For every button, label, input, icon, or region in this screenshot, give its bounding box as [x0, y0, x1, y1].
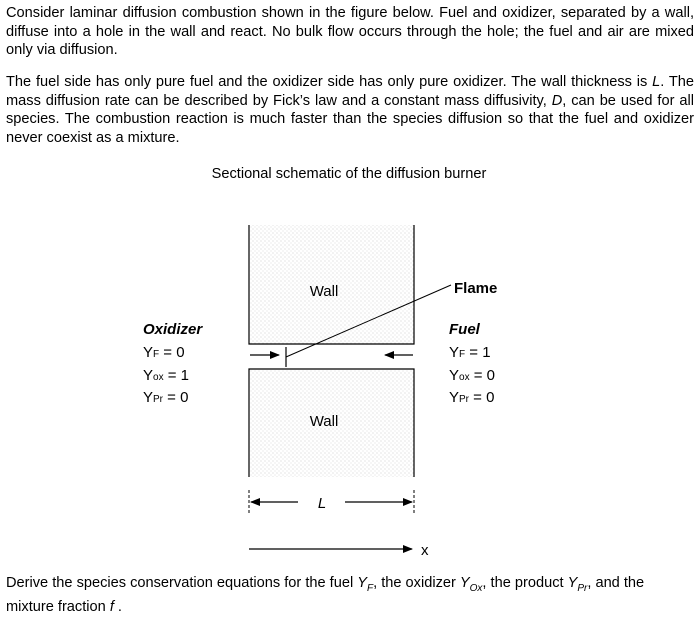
fuel-title: Fuel	[449, 321, 480, 338]
dimension-label: L	[317, 495, 327, 512]
question-paragraph	[6, 574, 694, 617]
bottom-wall-label: Wall	[309, 413, 339, 430]
top-wall-label: Wall	[309, 283, 339, 300]
oxidizer-yox: Yox = 1	[143, 367, 190, 384]
fuel-yf: YF = 1	[449, 344, 491, 361]
intro-paragraph-1: Consider laminar diffusion combustion shown in the figure below. Fuel and oxidizer, separated by a wall, diffuse into a hole in the wall and react. No bulk flow occurs through the hole; the fuel and air are mixed only via diffusion.	[6, 5, 694, 58]
fuel-yox: Yox = 0	[449, 367, 496, 384]
p2-symbol-D: D	[551, 92, 563, 109]
fuel-ypr: YPr = 0	[449, 389, 495, 406]
q-yox-sub: Ox	[469, 582, 483, 594]
q-text-c: , the product	[482, 575, 568, 591]
q-text-b: , the oxidizer	[373, 575, 460, 591]
q-f-symbol: f	[109, 599, 114, 616]
x-axis-label: x	[421, 542, 429, 559]
q-yox-symbol: Y	[459, 575, 470, 591]
q-ypr-symbol: Y	[567, 575, 578, 591]
p2-text-c: , can be used for all species. The combustion reaction is much faster than the species diffusion so that the fuel and oxidizer never coexist as a mixture.	[6, 92, 694, 146]
p2-text-b: . The mass diffusion rate can be described by Fick’s law and a constant mass diffusivity,	[6, 74, 694, 109]
q-ypr-sub: Pr	[577, 582, 588, 594]
flame-label: Flame	[454, 280, 498, 297]
oxidizer-ypr: YPr = 0	[143, 389, 189, 406]
q-yf-symbol: Y	[357, 575, 367, 591]
oxidizer-yf: YF = 0	[143, 344, 185, 361]
q-text-e: .	[113, 599, 122, 616]
q-text-a: Derive the species conservation equations for the fuel	[6, 575, 358, 591]
q-text-d: , and the mixture fraction	[6, 575, 645, 616]
p2-symbol-L: L	[652, 74, 661, 90]
oxidizer-title: Oxidizer	[143, 321, 203, 338]
q-yf-sub: F	[367, 582, 374, 594]
p2-text-a: The fuel side has only pure fuel and the oxidizer side has only pure oxidizer. The wall thickness is	[6, 74, 653, 90]
figure-caption: Sectional schematic of the diffusion burner	[211, 166, 487, 182]
